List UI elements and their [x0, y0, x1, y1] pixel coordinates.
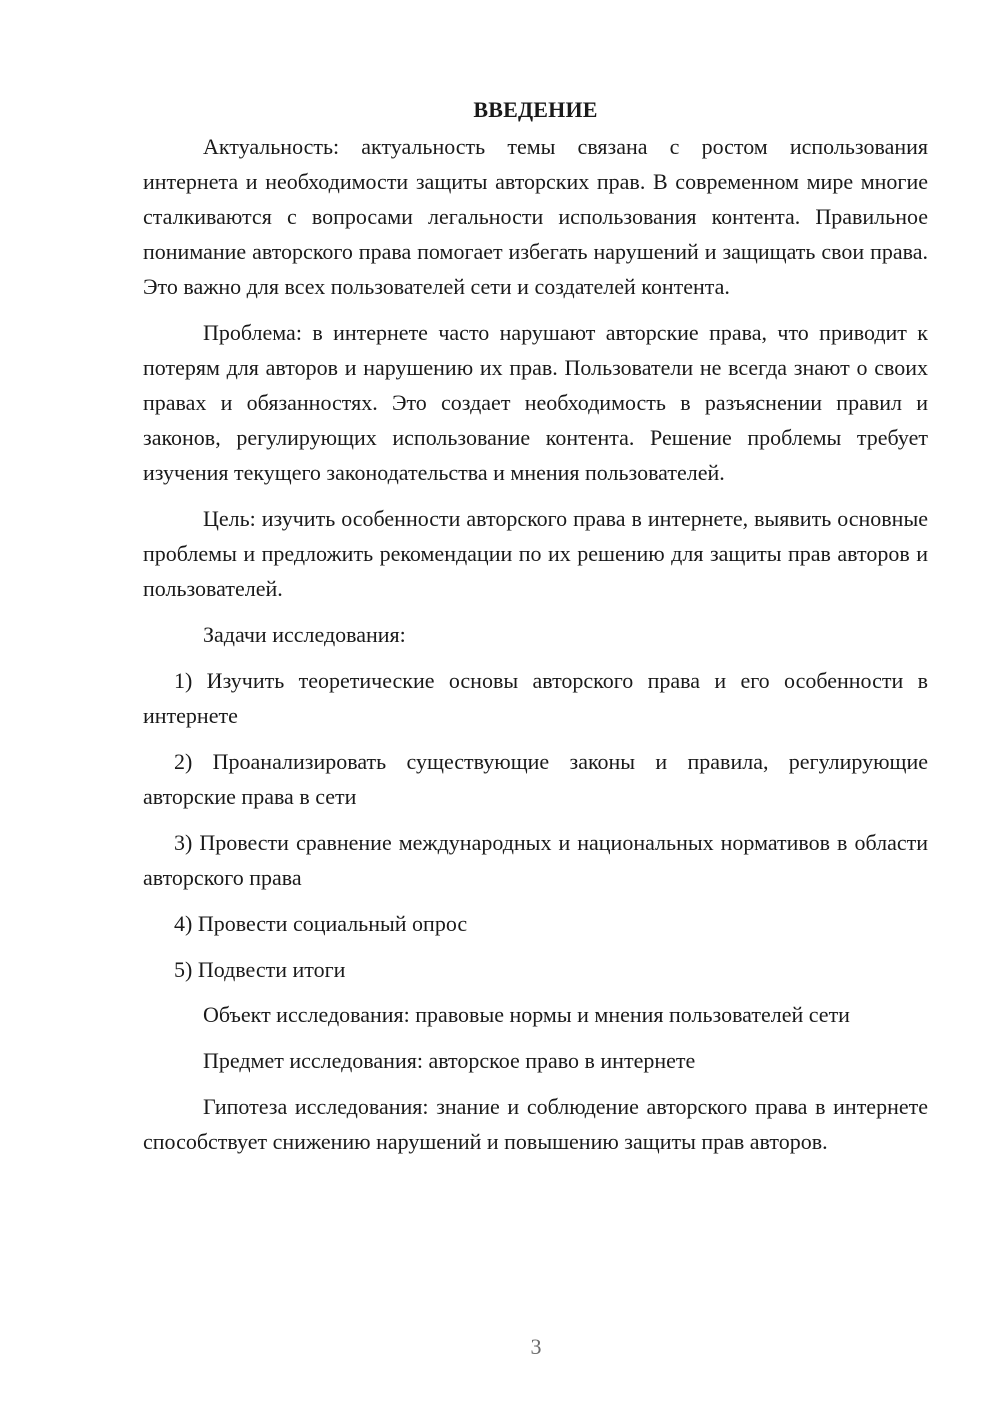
task-item-5: 5) Подвести итоги — [174, 957, 346, 982]
task-item-1: 1) Изучить теоретические основы авторского права и его особенности в интернете — [143, 668, 928, 728]
task-item-4: 4) Провести социальный опрос — [174, 911, 468, 936]
document-page — [143, 92, 928, 1170]
hypothesis-paragraph: Гипотеза исследования: знание и соблюдение авторского права в интернете способствует снижению нарушений и повышению защиты прав авторов. — [143, 1094, 928, 1154]
tasks-title: Задачи исследования: — [203, 622, 406, 647]
relevance-paragraph: Актуальность: актуальность темы связана с ростом использования интернета и необходимости защиты авторских прав. В современном мире многие сталкиваются с вопросами легальности использования контента. Правильное понимание авторского права помогает избегать нарушений и защищать свои права. Это важно для всех пользователей сети и создателей контента. — [143, 134, 928, 299]
object-paragraph: Объект исследования: правовые нормы и мнения пользователей сети — [203, 1002, 850, 1027]
problem-paragraph: Проблема: в интернете часто нарушают авторские права, что приводит к потерям для авторов и нарушению их прав. Пользователи не всегда знают о своих правах и обязанностях. Это создает необходимость в разъяснении правил и законов, регулирующих использование контента. Решение проблемы требует изучения текущего законодательства и мнения пользователей. — [143, 320, 928, 485]
section-heading: ВВЕДЕНИЕ — [473, 97, 598, 122]
page-number: 3 — [530, 1334, 542, 1359]
task-item-3: 3) Провести сравнение международных и национальных нормативов в области авторского права — [143, 830, 928, 890]
subject-paragraph: Предмет исследования: авторское право в интернете — [203, 1048, 696, 1073]
goal-paragraph: Цель: изучить особенности авторского права в интернете, выявить основные проблемы и предложить рекомендации по их решению для защиты прав авторов и пользователей. — [143, 506, 928, 601]
task-item-2: 2) Проанализировать существующие законы и правила, регулирующие авторские права в сети — [143, 749, 928, 809]
